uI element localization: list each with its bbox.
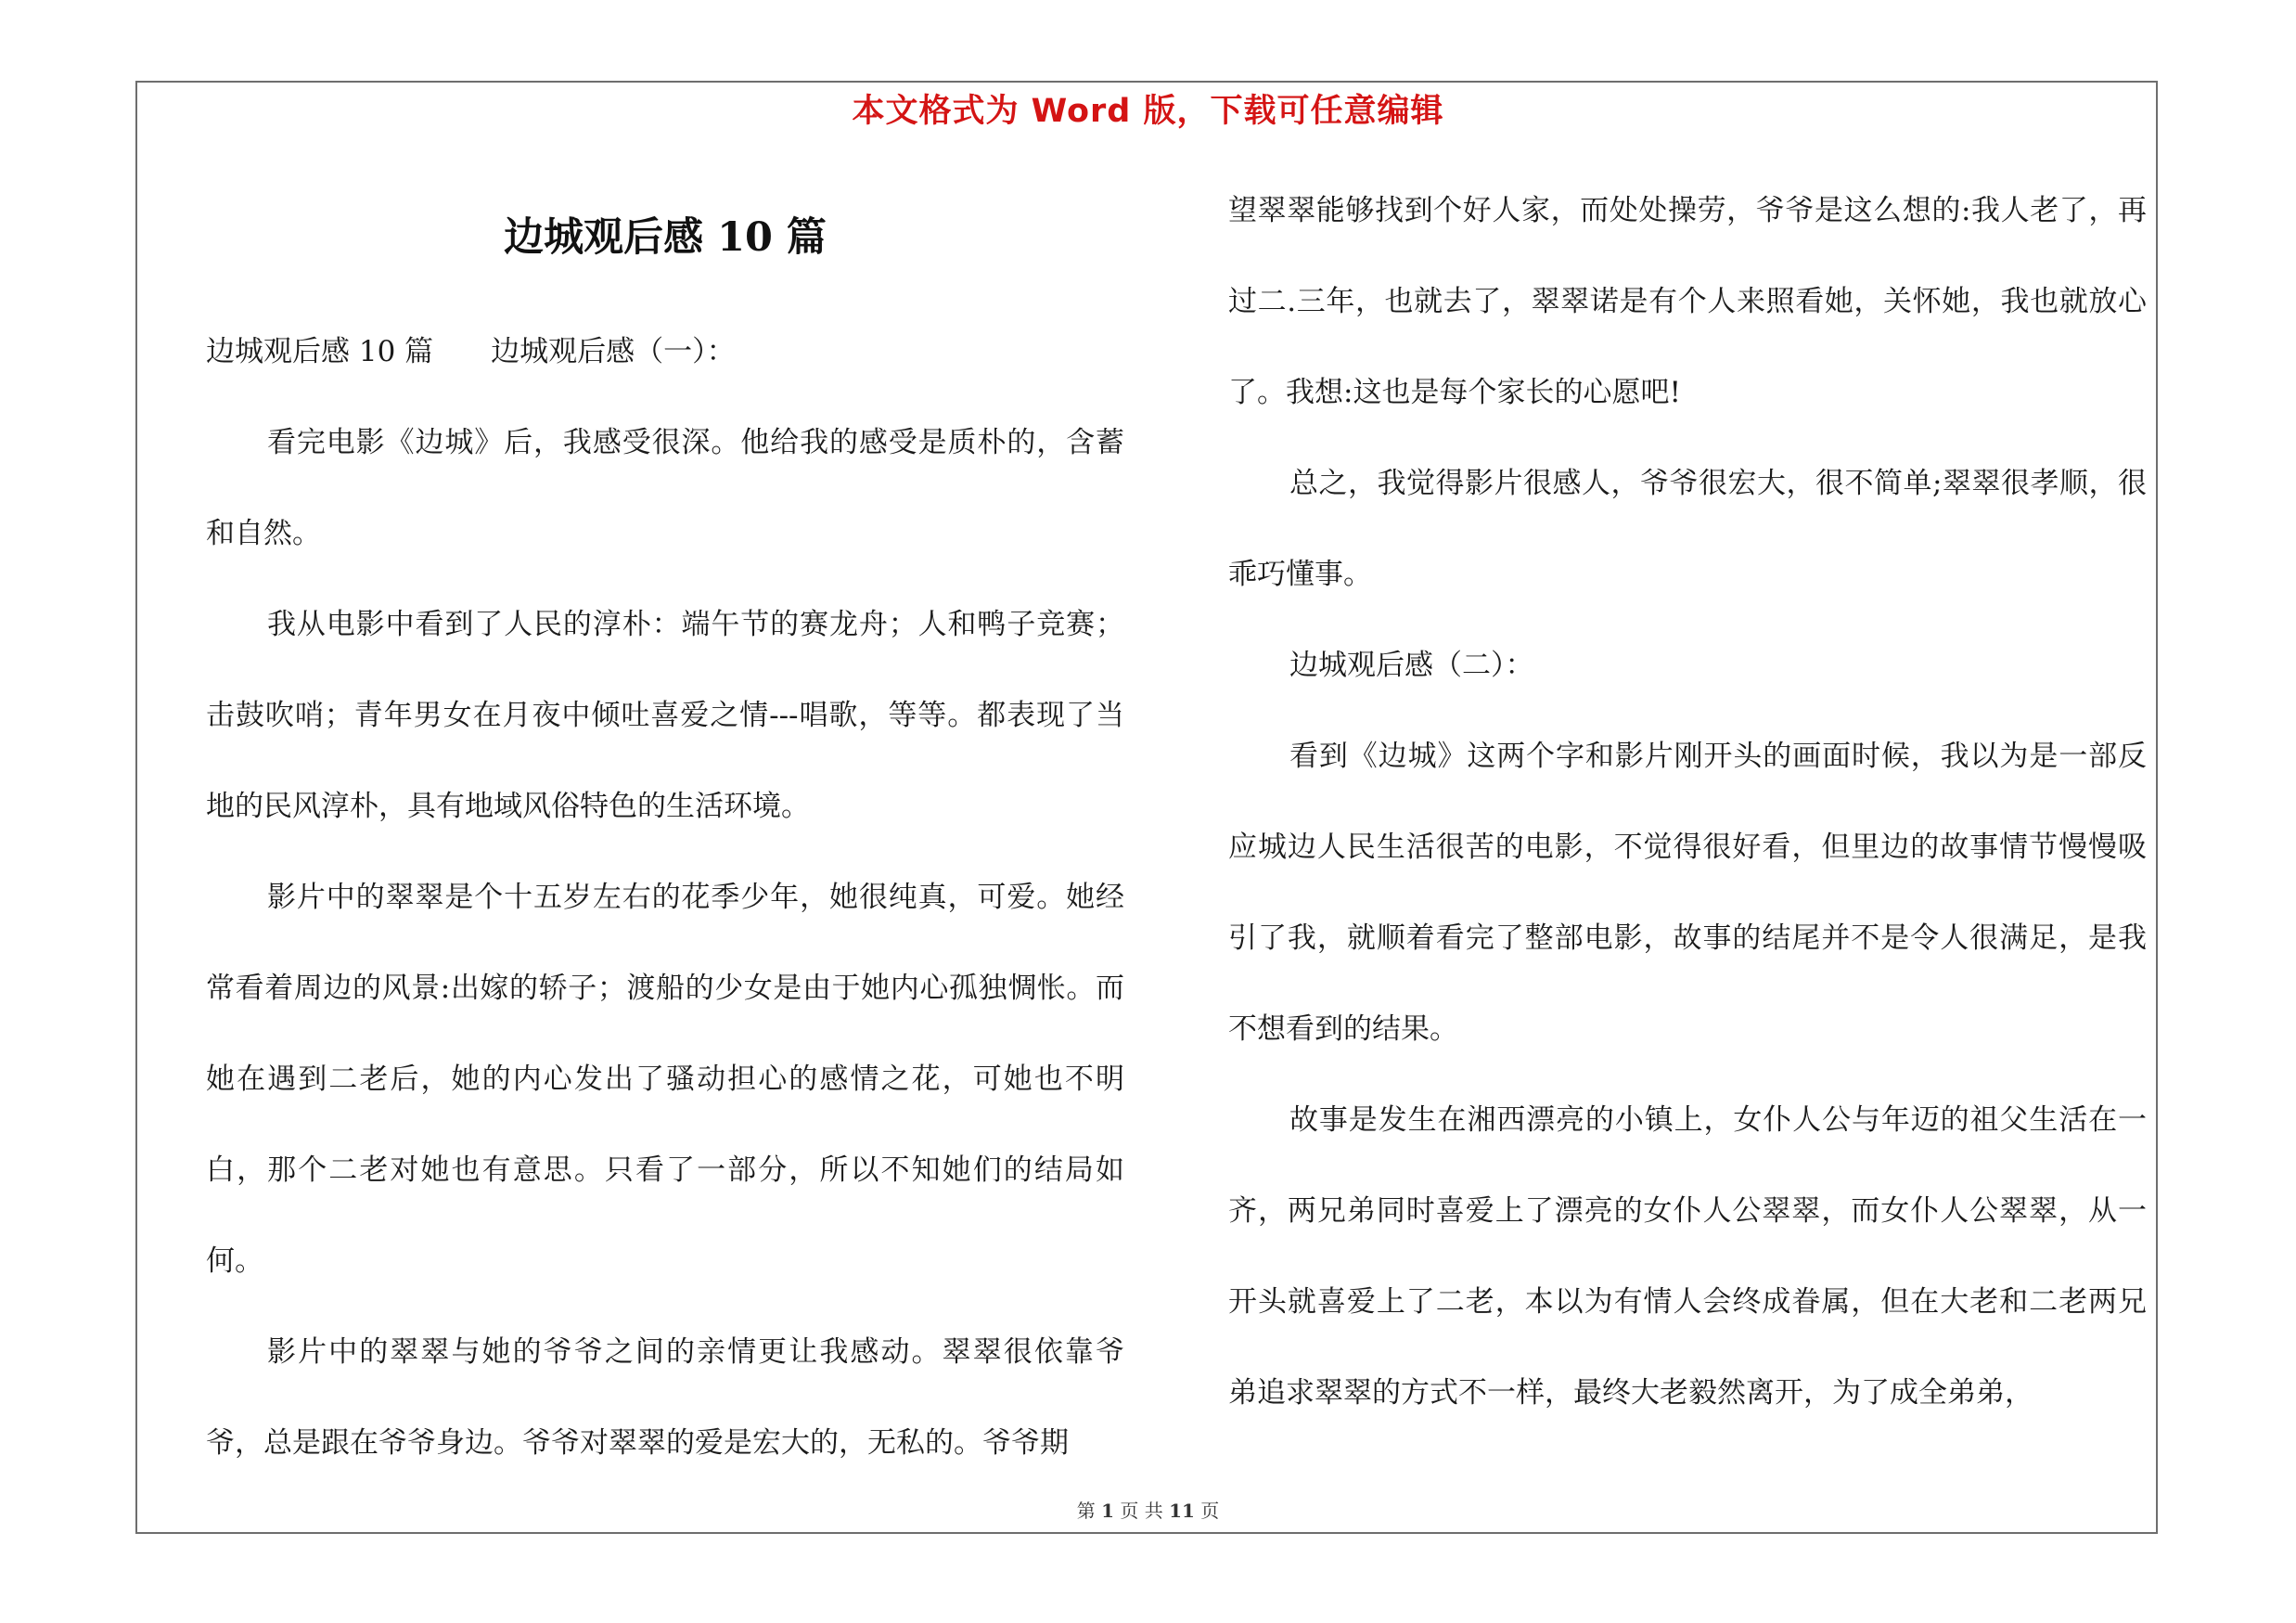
footer-middle: 页 共 bbox=[1120, 1500, 1163, 1522]
page-footer bbox=[0, 1496, 2296, 1523]
left-paragraph-2: 我从电影中看到了人民的淳朴：端午节的赛龙舟；人和鸭子竞赛；击鼓吹哨；青年男女在月夜中倾吐喜爱之情---唱歌，等等。都表现了当地的民风淳朴，具有地域风俗特色的生活环境。 bbox=[206, 608, 1124, 823]
left-paragraph-heading: 边城观后感 10 篇 边城观后感（一）： bbox=[206, 335, 736, 368]
footer-prefix: 第 bbox=[1076, 1500, 1096, 1522]
left-paragraph-1: 看完电影《边城》后，我感受很深。他给我的感受是质朴的，含蓄和自然。 bbox=[206, 426, 1124, 550]
total-pages-number: 11 bbox=[1169, 1500, 1195, 1522]
footer-suffix: 页 bbox=[1200, 1500, 1220, 1522]
right-paragraph-0: 望翠翠能够找到个好人家，而处处操劳，爷爷是这么想的:我人老了，再过二.三年，也就去了，翠翠诺是有个人来照看她，关怀她，我也就放心了。我想:这也是每个家长的心愿吧! bbox=[1228, 194, 2147, 409]
document-title: 边城观后感 10 篇 bbox=[504, 214, 827, 261]
right-paragraph-3: 故事是发生在湘西漂亮的小镇上，女仆人公与年迈的祖父生活在一齐，两兄弟同时喜爱上了漂亮的女仆人公翠翠，而女仆人公翠翠，从一开头就喜爱上了二老，本以为有情人会终成眷属，但在大老和二老两兄弟追求翠翠的方式不一样，最终大老毅然离开，为了成全弟弟， bbox=[1228, 1103, 2147, 1410]
left-paragraph-3: 影片中的翠翠是个十五岁左右的花季少年，她很纯真，可爱。她经常看着周边的风景:出嫁的轿子；渡船的少女是由于她内心孤独惆怅。而她在遇到二老后，她的内心发出了骚动担心的感情之花，可她也不明白，那个二老对她也有意思。只看了一部分，所以不知她们的结局如何。 bbox=[206, 881, 1124, 1278]
right-paragraph-2: 看到《边城》这两个字和影片刚开头的画面时候，我以为是一部反应城边人民生活很苦的电影，不觉得很好看，但里边的故事情节慢慢吸引了我，就顺着看完了整部电影，故事的结尾并不是令人很满足，是我不想看到的结果。 bbox=[1228, 740, 2147, 1046]
right-paragraph-heading: 边城观后感（二）： bbox=[1289, 649, 1534, 682]
current-page-number: 1 bbox=[1101, 1500, 1114, 1522]
format-banner: 本文格式为 Word 版，下载可任意编辑 bbox=[852, 93, 1444, 130]
right-paragraph-1: 总之，我觉得影片很感人，爷爷很宏大，很不简单;翠翠很孝顺，很乖巧懂事。 bbox=[1228, 467, 2147, 591]
left-paragraph-4: 影片中的翠翠与她的爷爷之间的亲情更让我感动。翠翠很依靠爷爷，总是跟在爷爷身边。爷爷对翠翠的爱是宏大的，无私的。爷爷期 bbox=[206, 1335, 1124, 1460]
